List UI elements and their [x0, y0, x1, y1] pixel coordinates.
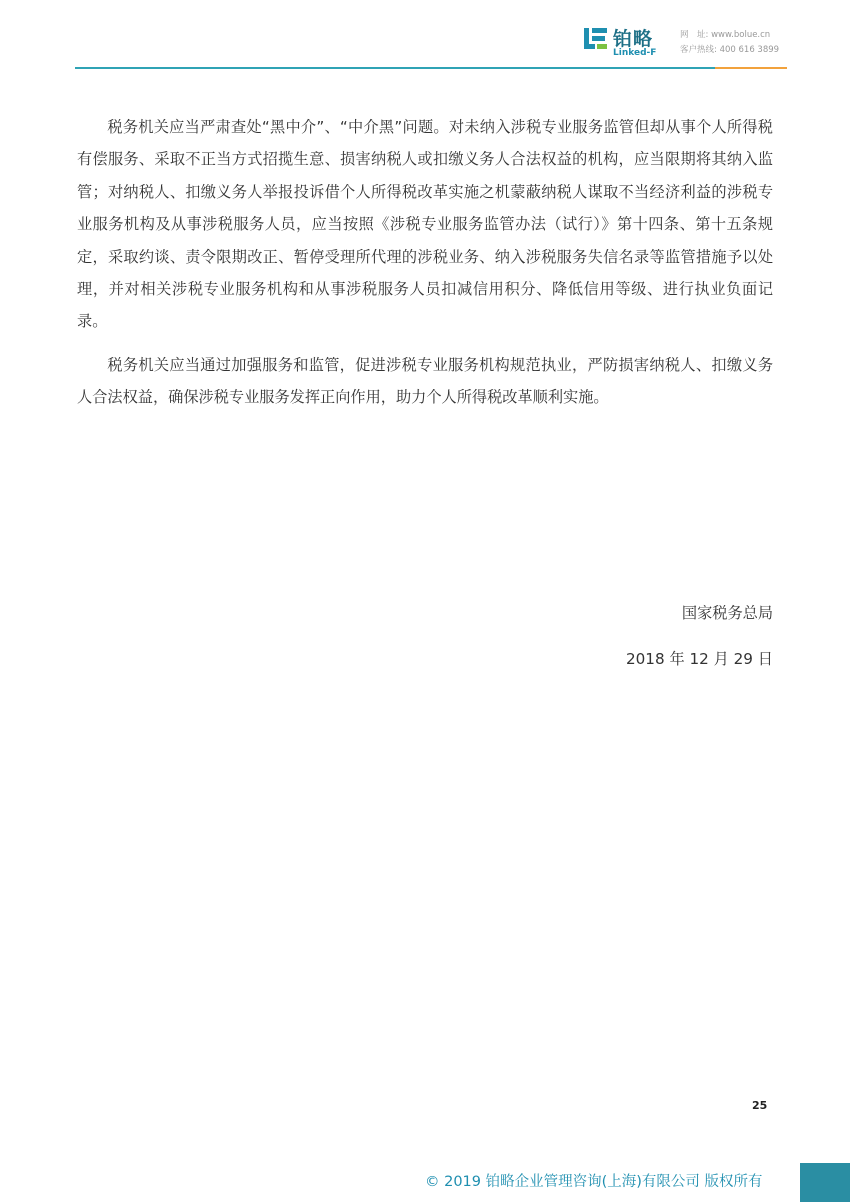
website-url: www.bolue.cn: [711, 30, 771, 40]
header-rule-primary: [75, 67, 715, 69]
page-header: [0, 0, 850, 72]
hotline-line: [680, 43, 790, 58]
website-line: [680, 28, 790, 43]
issuing-authority: 国家税务总局: [681, 604, 773, 622]
brand-name-cn: 铂略: [613, 28, 654, 50]
brand-name-en: Linked-F: [613, 48, 657, 58]
document-body: [77, 111, 773, 414]
hotline-label: 客户热线:: [680, 45, 717, 55]
issue-date: 2018 年 12 月 29 日: [625, 650, 773, 668]
contact-info: [680, 28, 790, 58]
page-number: 25: [752, 1099, 768, 1112]
paragraph-2: 税务机关应当通过加强服务和监管，促进涉税专业服务机构规范执业，严防损害纳税人、扣缴义务人合法权益，确保涉税专业服务发挥正向作用，助力个人所得税改革顺利实施。: [77, 355, 773, 407]
paragraph-1: 税务机关应当严肃查处“黑中介”、“中介黑”问题。对未纳入涉税专业服务监管但却从事个人所得税有偿服务、采取不正当方式招揽生意、损害纳税人或扣缴义务人合法权益的机构，应当限期将其纳入监管；对纳税人、扣缴义务人举报投诉借个人所得税改革实施之机蒙蔽纳税人谋取不当经济利益的涉税专业服务机构及从事涉税服务人员，应当按照《涉税专业服务监管办法（试行）》第十四条、第十五条规定，采取约谈、责令限期改正、暂停受理所代理的涉税业务、纳入涉税服务失信名录等监管措施予以处理，并对相关涉税专业服务机构和从事涉税服务人员扣减信用积分、降低信用等级、进行执业负面记录。: [77, 118, 773, 331]
hotline-number: 400 616 3899: [719, 45, 780, 55]
footer-accent-block: [800, 1163, 850, 1202]
header-rule-accent: [715, 67, 787, 69]
logo-mark-icon: [583, 26, 609, 52]
brand-logo: [583, 24, 673, 60]
website-label: 网 址:: [680, 30, 709, 40]
copyright-notice: © 2019 铂略企业管理咨询(上海)有限公司 版权所有: [425, 1174, 763, 1190]
